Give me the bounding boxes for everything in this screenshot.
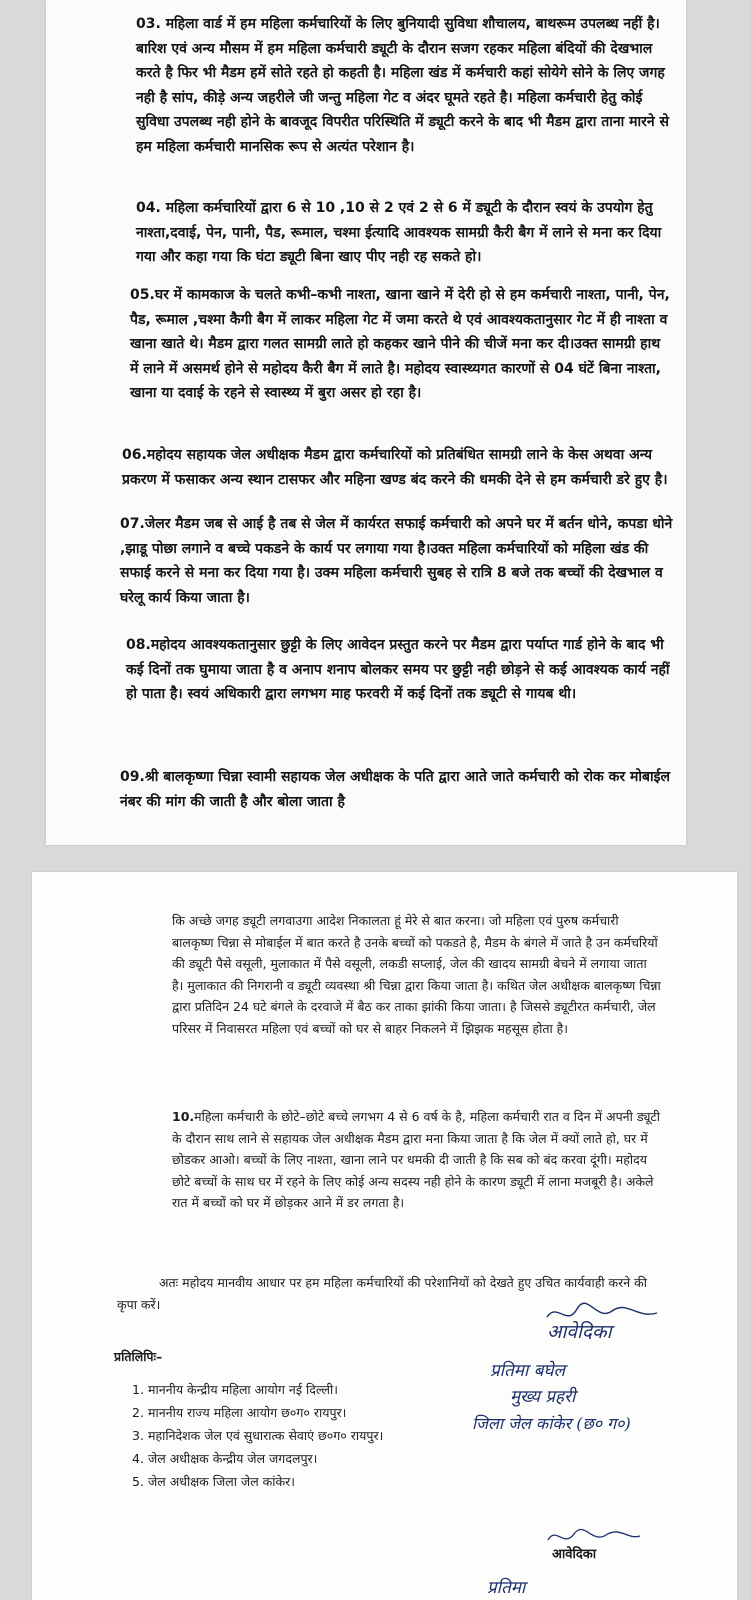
item-number: 05.	[130, 287, 155, 303]
cc-heading: प्रतिलिपिः–	[114, 1349, 163, 1364]
item-number: 03.	[136, 16, 161, 32]
item-09-continuation: कि अच्छे जगह ड्यूटी लगवाउगा आदेश निकालता हूं मेरे से बात करना। जो महिला एवं पुरुष कर्मचारी बालकृष्ण चिन्ना से मोबाईल में बात करते है उनके बच्चों को पकडते है, मैडम के बंगले में जाते है उन कर्मचरियों की ड्यूटी पैसे वसूली, मुलाकात में पैसे वसूली, लकडी सप्लाई, जेल की खादय सामग्री बेचने में लगाया जाता है। मुलाकात की निगरानी व ड्यूटी व्यवस्था श्री चिन्ना द्वारा किया जाता है। कथित जेल अधीक्षक बालकृष्ण चिन्ना द्वारा प्रतिदिन 24 घटे बंगले के दरवाजे में बैठ कर ताका झांकी किया जाता। है जिससे ड्यूटीरत कर्मचारी, जेल परिसर में निवासरत महिला एवं बच्चों को घर से बाहर निकलने में झिझक महसूस होता है।	[172, 913, 661, 1036]
item-number: 08.	[126, 637, 151, 653]
complaint-item-05	[130, 283, 671, 406]
handwritten-place: जिला जेल कांकेर (छ० ग०)	[472, 1414, 631, 1433]
handwritten-designation: मुख्य प्रहरी	[510, 1387, 576, 1407]
complaint-item-06	[122, 443, 671, 492]
item-text: महोदय आवश्यकतानुसार छुट्टी के लिए आवेदन प्रस्तुत करने पर मैडम द्वारा पर्याप्त गार्ड होने के बाद भी कई दिनों तक घुमाया जाता है व अनाप शनाप बोलकर समय पर छुट्टी नही छोड़ने से कई आवश्यक कार्य नहीं हो पाता है। स्वयं अधिकारी द्वारा लगभग माह फरवरी में कई दिनों तक ड्यूटी से गायब थी।	[126, 637, 670, 702]
item-text: घर में कामकाज के चलते कभी–कभी नाश्ता, खाना खाने में देरी हो से हम कर्मचारी नाश्ता, पानी, पेन, पैड, रूमाल ,चश्मा कैगी बैग में लाकर महिला गेट में जमा करते थे एवं आवश्यकतानुसार गेट में ही नाश्ता व खाना खाते थे। मैडम द्वारा गलत सामग्री लाते हो कहकर खाने पीने की चीजें मना कर दी।उक्त सामग्री हाथ में लाने में असमर्थ होने से महोदय कैरी बैग में लाते है। महोदय स्वास्थ्यगत कारणों से 04 घंटें बिना नाश्ता, खाना या दवाई के रहने से स्वास्थ्य में बुरा असर हो रहा है।	[130, 287, 670, 401]
complaint-item-04	[136, 196, 671, 270]
cc-list-item: 5. जेल अधीक्षक जिला जेल कांकेर।	[132, 1474, 295, 1489]
item-number: 06.	[122, 447, 147, 463]
complaint-item-07	[120, 512, 676, 610]
item-text: महिला कर्मचारियों द्वारा 6 से 10 ,10 से 2 एवं 2 से 6 में ड्यूटी के दौरान स्वयं के उपयोग हेतु नाश्ता,दवाई, पेन, पानी, पैड, रूमाल, चश्मा ईत्यादि आवश्यक सामग्री कैरी बैग में लाने से मना कर दिया गया और कहा गया कि घंटा ड्यूटी बिना खाए पीए नही रह सकते हो।	[136, 200, 662, 265]
complaint-item-03	[136, 12, 671, 159]
handwritten-applicant-label: आवेदिका	[547, 1321, 612, 1343]
cc-list-item: 3. महानिदेशक जेल एवं सुधारात्क सेवाएं छ०ग० रायपुर।	[132, 1428, 384, 1443]
item-text: महोदय सहायक जेल अधीक्षक मैडम द्वारा कर्मचारियों को प्रतिबंधित सामग्री लाने के केस अथवा अन्य प्रकरण में फसाकर अन्य स्थान टासफर और महिना खण्ड बंद करने की धमकी देने से हम कर्मचारी डरे हुए है।	[122, 447, 668, 488]
cc-list	[132, 1378, 383, 1493]
item-number: 07.	[120, 516, 145, 532]
document-page-2	[32, 872, 737, 1600]
cc-list-item: 4. जेल अधीक्षक केन्द्रीय जेल जगदलपुर।	[132, 1451, 318, 1466]
complaint-item-09	[120, 765, 680, 814]
item-number: 04.	[136, 200, 161, 216]
applicant-label: आवेदिका	[552, 1547, 597, 1562]
complaint-item-08	[126, 633, 678, 707]
document-page-1	[46, 0, 686, 845]
item-text: श्री बालकृष्णा चिन्ना स्वामी सहायक जेल अधीक्षक के पति द्वारा आते जाते कर्मचारी को रोक कर मोबाईल नंबर की मांग की जाती है और बोला जाता है	[120, 769, 670, 810]
cc-list-item: 2. माननीय राज्य महिला आयोग छ०ग० रायपुर।	[132, 1405, 347, 1420]
handwritten-name: प्रतिमा बघेल	[490, 1361, 566, 1381]
cc-list-item: 1. माननीय केन्द्रीय महिला आयोग नई दिल्ली।	[132, 1382, 338, 1397]
complaint-item-10	[172, 1106, 662, 1214]
conclusion-paragraph: अतः महोदय मानवीय आधार पर हम महिला कर्मचारियों की परेशानियों को देखते हुए उचित कार्यवाही करने की कृपा करें।	[117, 1275, 648, 1312]
handwritten-name-bottom: प्रतिमा	[487, 1578, 526, 1598]
item-text: महिला कर्मचारी के छोटे–छोटे बच्चे लगभग 4 से 6 वर्ष के है, महिला कर्मचारी रात व दिन में अपनी ड्यूटी के दौरान साथ लाने से सहायक जेल अधीक्षक मैडम द्वारा मना किया जाता है कि जेल में क्यों लाते हो, घर में छोडकर आओ। बच्चों के लिए नाश्ता, खाना लाने पर धमकी दी जाती है कि सब को बंद करवा दूंगी। महोदय छोटे बच्चों के साथ घर में रहने के लिए कोई अन्य सदस्य नही होने के कारण ड्यूटी में लाना मजबूरी है। अकेले रात में बच्चों को घर में छोड़कर आने में डर लगता है।	[172, 1109, 660, 1210]
item-text: महिला वार्ड में हम महिला कर्मचारियों के लिए बुनियादी सुविधा शौचालय, बाथरूम उपलब्ध नहीं है। बारिश एवं अन्य मौसम में हम महिला कर्मचारी ड्यूटी के दौरान सजग रहकर महिला बंदियों की देखभाल करते है फिर भी मैडम हमें सोते रहते हो कहती है। महिला खंड में कर्मचारी कहां सोयेगे सोने के लिए जगह नही है सांप, कीड़े अन्य जहरीले जी जन्तु महिला गेट व अंदर घूमते रहते है। महिला कर्मचारी हेतु कोई सुविधा उपलब्ध नही होने के बावजूद विपरीत परिस्थिति में ड्यूटी करने के बाद भी मैडम द्वारा ताना मारने से हम महिला कर्मचारी मानसिक रूप से अत्यंत परेशान है।	[136, 16, 669, 155]
item-number: 09.	[120, 769, 145, 785]
item-number: 10.	[172, 1109, 195, 1124]
item-text: जेलर मैडम जब से आई है तब से जेल में कार्यरत सफाई कर्मचारी को अपने घर में बर्तन धोने, कपडा धोने ,झाडू पोछा लगाने व बच्चे पकडने के कार्य पर लगाया गया है।उक्त महिला कर्मचारियों को महिला खंड की सफाई करने से मना कर दिया गया है। उक्म महिला कर्मचारी सुबह से रात्रि 8 बजे तक बच्चों की देखभाल व घरेलू कार्य किया जाता है।	[120, 516, 673, 606]
